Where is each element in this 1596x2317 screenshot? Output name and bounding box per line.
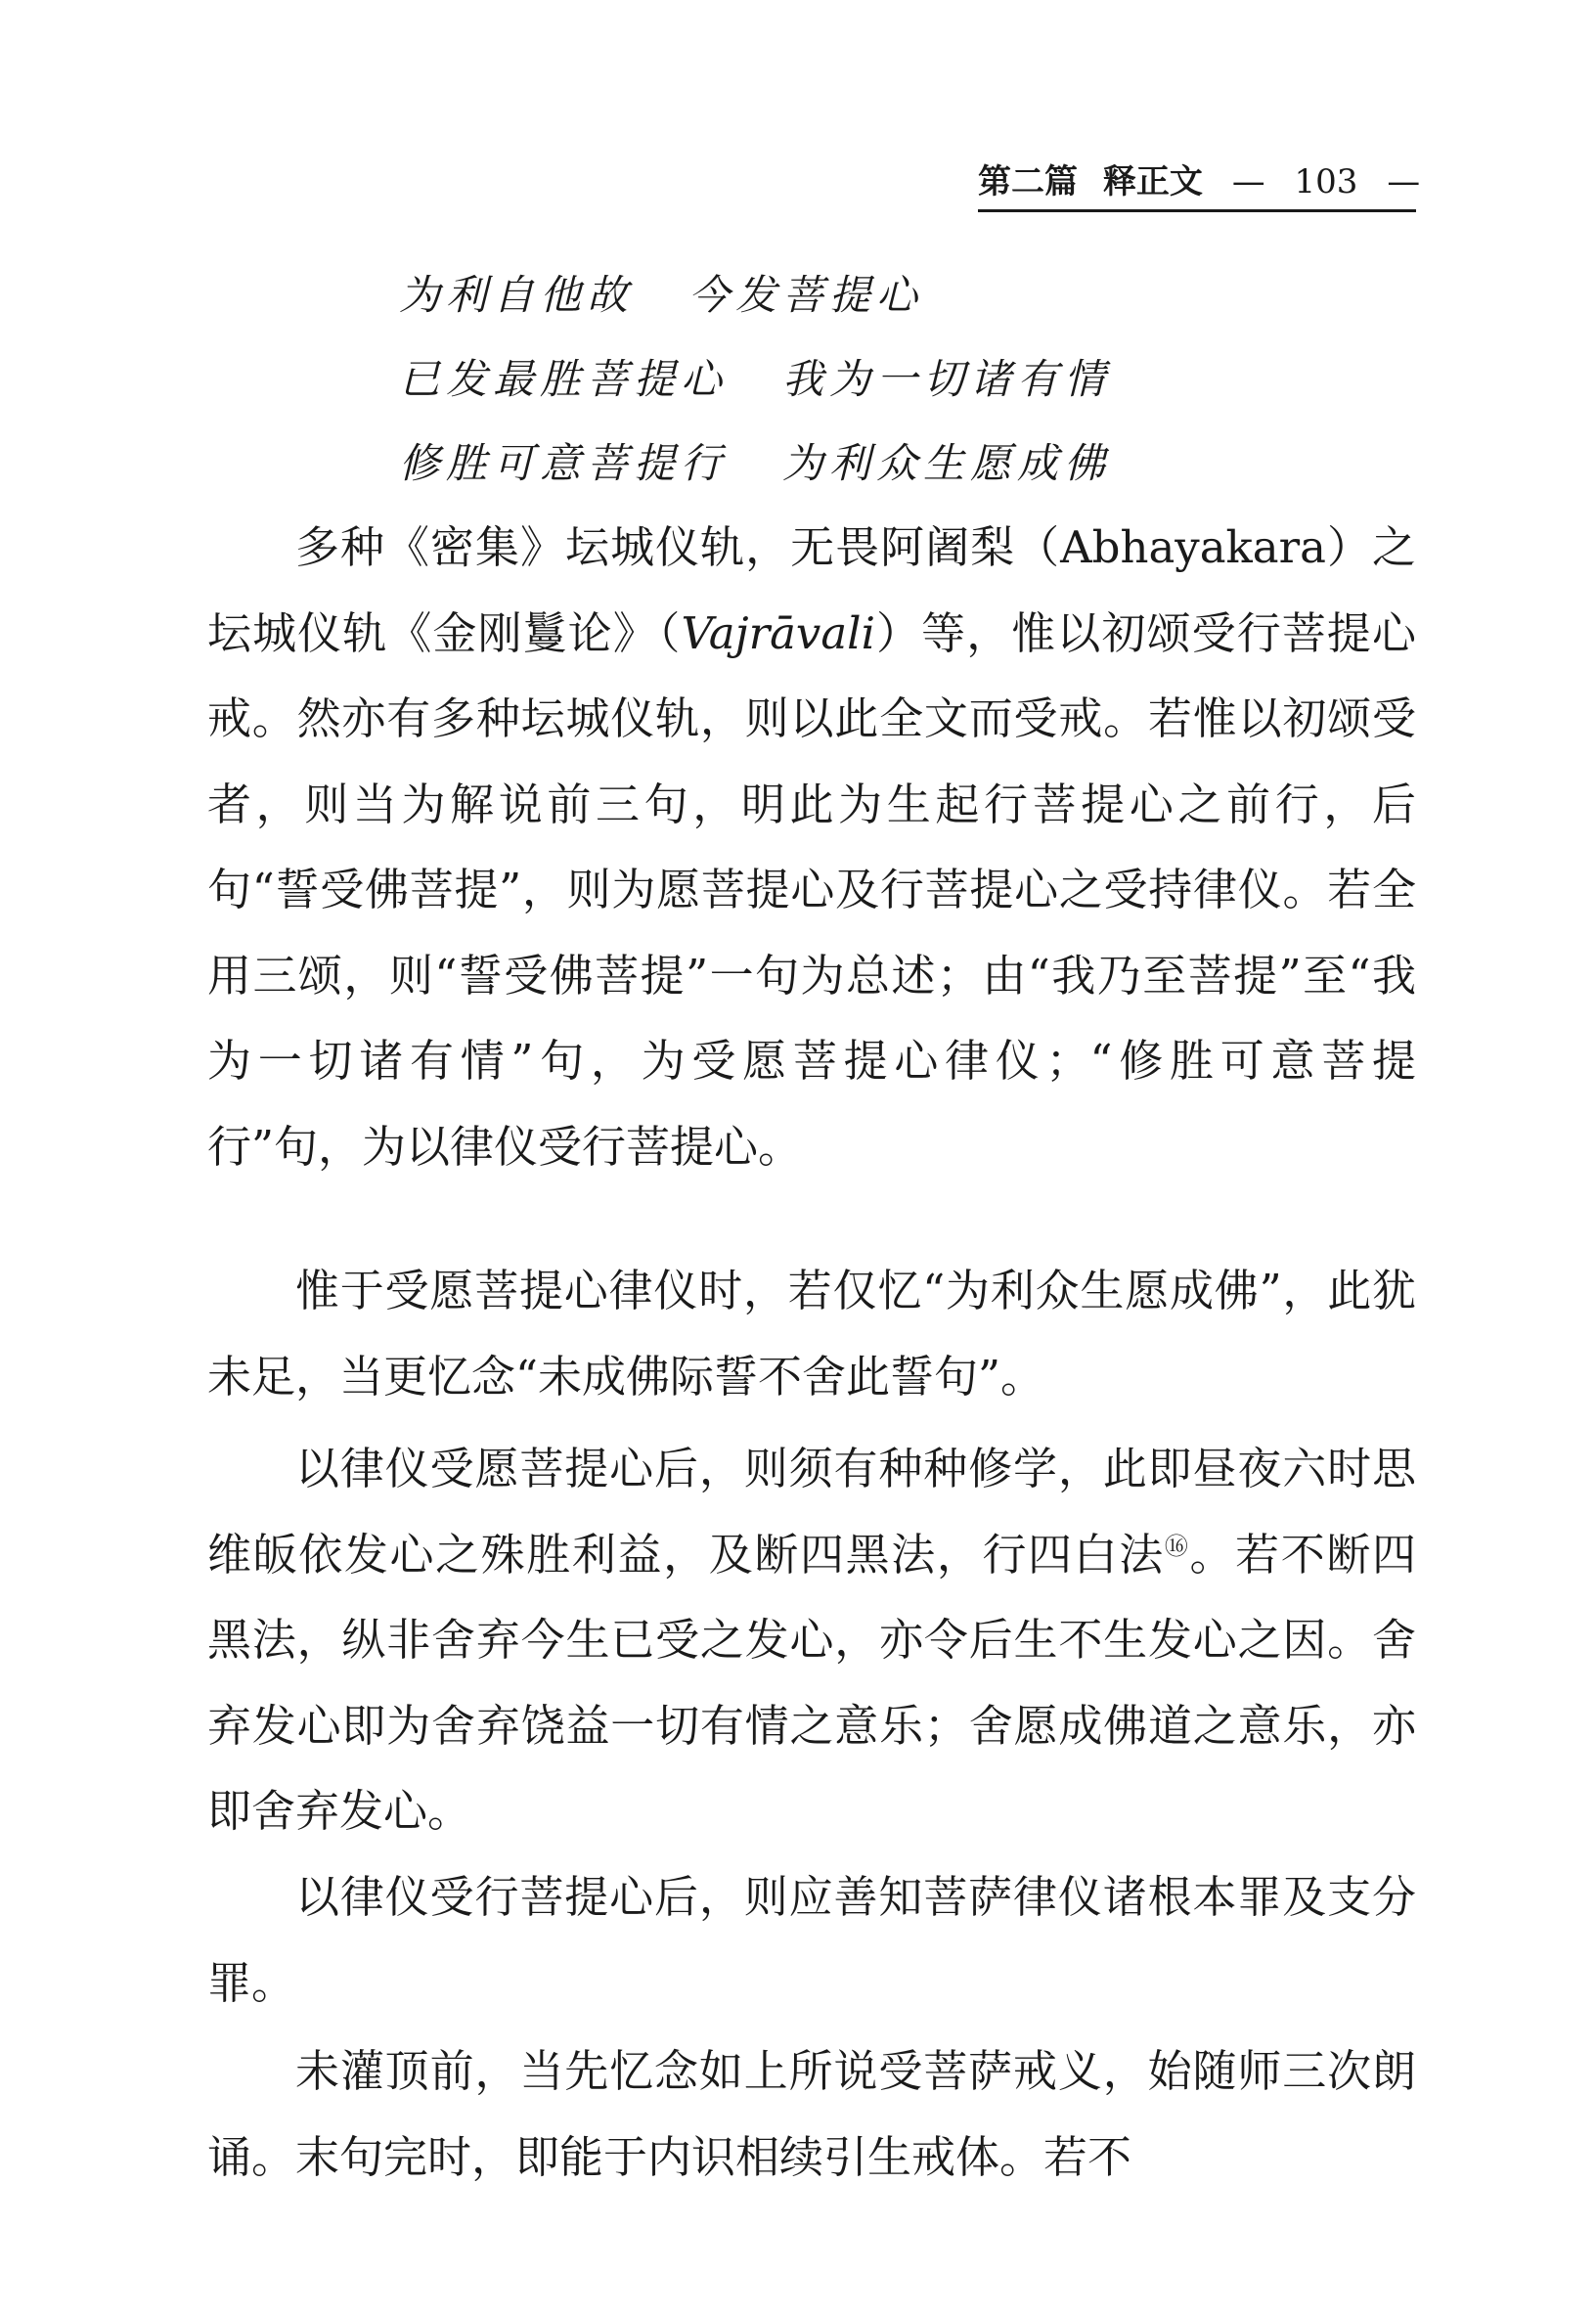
header-dash-left: —: [1231, 162, 1265, 201]
verse-phrase: 已发最胜菩提心: [399, 355, 729, 403]
header-title: 释正文: [1102, 162, 1203, 201]
paragraph-2: [207, 1248, 1416, 1419]
verse-line: [399, 266, 923, 325]
paragraph-1: [207, 505, 1416, 1189]
paragraph-text: 。若不断四黑法，纵非舍弃今生已受之发心，亦令后生不生发心之因。舍弃发心即为舍弃饶益一切有情之意乐；舍愿成佛道之意乐，亦即舍弃发心。: [207, 1528, 1416, 1837]
paragraph-3: [207, 1426, 1416, 1854]
verse-phrase: 为利众生愿成佛: [782, 439, 1112, 487]
paragraph-4: [207, 1854, 1416, 2026]
verse-phrase: 今发菩提心: [688, 271, 924, 319]
running-header: [978, 155, 1421, 212]
paragraph-5: [207, 2028, 1416, 2200]
paragraph-text: 未灌顶前，当先忆念如上所说受菩萨戒义，始随师三次朗诵。末句完时，即能于内识相续引生戒体。若不: [207, 2045, 1416, 2183]
verse-line: [399, 350, 1111, 409]
sanskrit-title: Vajrāvali: [681, 606, 875, 659]
paragraph-text: ）等，惟以初颂受行菩提心戒。然亦有多种坛城仪轨，则以此全文而受戒。若惟以初颂受者，则当为解说前三句，明此为生起行菩提心之前行，后句“誓受佛菩提”，则为愿菩提心及行菩提心之受持律仪。若全用三颂，则“誓受佛菩提”一句为总述；由“我乃至菩提”至“我为一切诸有情”句，为受愿菩提心律仪；“修胜可意菩提行”句，为以律仪受行菩提心。: [207, 606, 1416, 1173]
verse-line: [399, 434, 1111, 493]
verse-phrase: 修胜可意菩提行: [399, 439, 729, 487]
verse-phrase: 为利自他故: [399, 271, 635, 319]
paragraph-text: 惟于受愿菩提心律仪时，若仅忆“为利众生愿成佛”，此犹未足，当更忆念“未成佛际誓不舍此誓句”。: [207, 1265, 1416, 1403]
verse-phrase: 我为一切诸有情: [782, 355, 1112, 403]
paragraph-text: 多种《密集》坛城仪轨，无畏阿阇梨（Abhayakara）之坛城仪轨《金刚鬘论》（: [207, 521, 1416, 659]
paragraph-text: 以律仪受愿菩提心后，则须有种种修学，此即昼夜六时思维皈依发心之殊胜利益，及断四黑法，行四白法: [207, 1443, 1416, 1581]
header-section: 第二篇: [978, 162, 1078, 201]
header-dash-right: —: [1387, 162, 1421, 201]
paragraph-text: 以律仪受行菩提心后，则应善知菩萨律仪诸根本罪及支分罪。: [207, 1871, 1416, 2009]
page-number: 103: [1294, 162, 1358, 201]
footnote-marker: ⑯: [1164, 1532, 1190, 1560]
